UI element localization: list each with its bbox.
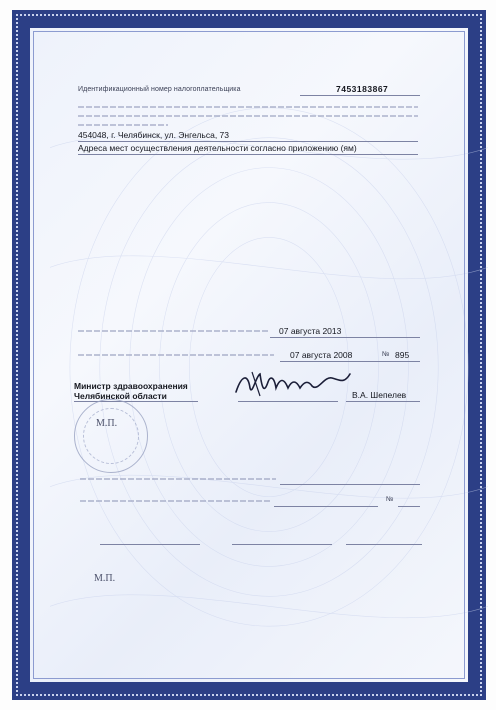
address-note: Адреса мест осуществления деятельности согласно приложению (ям) xyxy=(78,143,357,153)
bottom-signature-line xyxy=(232,544,332,545)
extension-underline xyxy=(280,484,420,485)
bottom-name-line xyxy=(346,544,422,545)
official-seal xyxy=(74,399,148,473)
signatory-name-underline xyxy=(346,401,420,402)
validity-underline xyxy=(270,337,420,338)
address-value: 454048, г. Челябинск, ул. Энгельса, 73 xyxy=(78,130,229,140)
stamp-label-bottom: М.П. xyxy=(94,573,116,584)
signatory-title-underline xyxy=(74,401,198,402)
inn-underline xyxy=(300,95,420,96)
decision-number: 895 xyxy=(395,350,410,360)
signatory-title-line1: Министр здравоохранения xyxy=(74,381,188,391)
address-note-underline xyxy=(78,154,418,155)
extension-label-line xyxy=(80,478,276,480)
extension-number-underline xyxy=(398,506,420,507)
address-heading-line-3 xyxy=(78,124,168,126)
address-underline xyxy=(78,141,418,142)
decision-number-prefix: № xyxy=(382,351,390,358)
inn-value: 7453183867 xyxy=(336,84,389,94)
decision-date: 07 августа 2008 xyxy=(290,350,353,360)
signatory-name: В.А. Шепелев xyxy=(352,390,407,400)
address-heading-line-2 xyxy=(78,115,418,117)
inn-label: Идентификационный номер налогоплательщика xyxy=(78,86,241,93)
address-heading-line-1 xyxy=(78,106,418,108)
bottom-position-line xyxy=(100,544,200,545)
extension-decision-line xyxy=(80,500,270,502)
stamp-label: М.П. xyxy=(96,418,118,429)
decision-underline xyxy=(280,361,420,362)
validity-label-line xyxy=(78,330,268,332)
signature-underline xyxy=(238,401,338,402)
extension-number-prefix: № xyxy=(386,496,394,503)
validity-date: 07 августа 2013 xyxy=(279,326,342,336)
signatory-title-line2: Челябинской области xyxy=(74,391,167,401)
extension-decision-underline xyxy=(274,506,378,507)
decision-label-line xyxy=(78,354,274,356)
signature-icon xyxy=(232,366,356,402)
